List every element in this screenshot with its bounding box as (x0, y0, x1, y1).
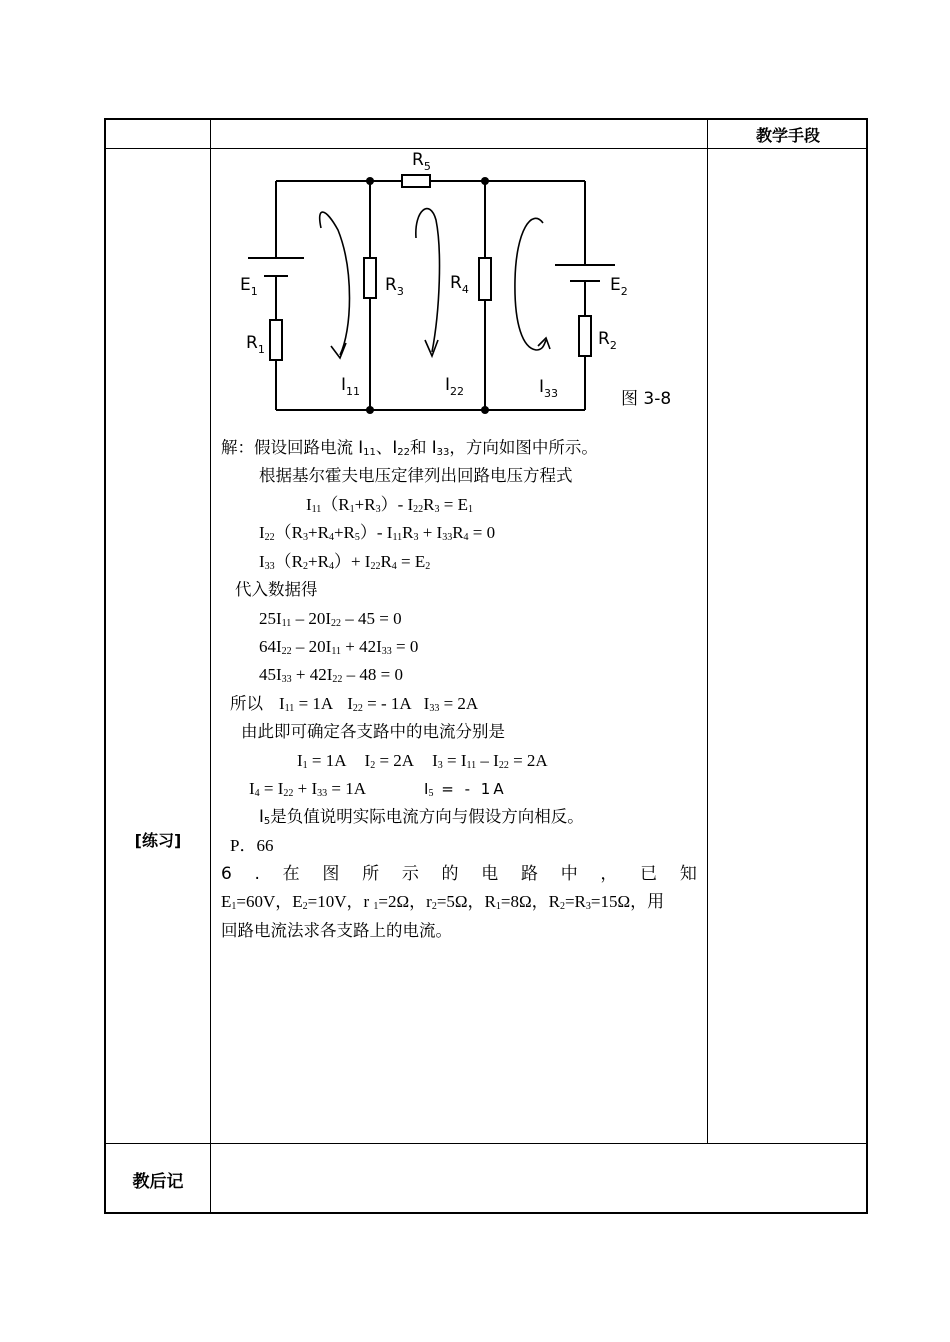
loop-i33-arrow (515, 218, 546, 350)
branch-intro: 由此即可确定各支路中的电流分别是 (241, 722, 505, 741)
exercise-question-end: 回路电流法求各支路上的电流。 (221, 921, 452, 940)
branch-currents-2: $I_4 = I_{22} + I_{33} = 1A$ $I_5$ = - 1A (249, 779, 507, 799)
label-i22: $I_{22}$ (445, 375, 465, 398)
header-teaching-tools: 教学手段 (755, 125, 820, 145)
label-i11: $I_{11}$ (341, 375, 361, 398)
kvl-statement: 根据基尔霍夫电压定律列出回路电压方程式 (259, 466, 573, 485)
branch-currents-1: $I_1 = 1A$ $I_2 = 2A$ $I_3 = I_{11} - I_{22} = 2A$ (297, 751, 548, 771)
substitute-label: 代入数据得 (235, 580, 318, 599)
resistor-r4 (479, 258, 491, 300)
tools-column-divider (707, 118, 708, 1144)
label-r5: $R_5$ (412, 150, 431, 173)
numeric-equation-3: $45I_{33} + 42I_{22} - 48 = 0$ (259, 665, 404, 685)
label-r1: $R_1$ (246, 333, 265, 356)
header-row-divider (104, 148, 868, 149)
figure-caption: 图 3-8 (621, 389, 672, 409)
circuit-diagram (218, 150, 688, 420)
label-e2: $E_2$ (610, 275, 628, 298)
after-class-notes-label: 教后记 (132, 1171, 184, 1192)
label-r3: $R_3$ (385, 275, 404, 298)
equation-3: $I_{33}(R_2+R_4)+ I_{22}R_4 = E_2$ (259, 552, 431, 572)
exercise-page-ref: P．66 (230, 836, 274, 855)
resistor-r1 (270, 320, 282, 360)
resistor-r3 (364, 258, 376, 298)
equation-1: $I_{11}(R_1+R_3)-$ $I_{22}R_3 = E_1$ (306, 495, 473, 515)
label-r4: $R_4$ (450, 273, 469, 296)
label-column-divider (210, 118, 211, 1214)
loop-current-results: 所以 $I_{11} = 1A$ $I_{22}$ = - 1A $I_{33} = 2A$ (230, 694, 479, 714)
label-r2: $R_2$ (598, 329, 617, 352)
negative-current-note: $I_5$是负值说明实际电流方向与假设方向相反。 (259, 807, 584, 827)
after-class-row-divider (104, 1143, 868, 1144)
exercise-given-values: $E_1=60V$，$E_2=10V$，r $_1$=2Ω，$r_2=5\Omega$，$R_1=8\Omega$，$R_2=R_3=15\Omega$，用 (221, 892, 665, 912)
numeric-equation-1: $25I_{11} - 20I_{22} - 45 = 0$ (259, 609, 402, 629)
solution-intro: 解：假设回路电流 $I_{11}$、$I_{22}$和 $I_{33}$，方向如图中所示。 (221, 438, 598, 458)
label-e1: $E_1$ (240, 275, 258, 298)
numeric-equation-2: $64I_{22} - 20I_{11} + 42I_{33} = 0$ (259, 637, 419, 657)
equation-2: $I_{22}(R_3+R_4+R_5)-$ $I_{11}R_3 + I_{33}R_4 = 0$ (259, 523, 496, 543)
practice-label: [练习] (134, 830, 182, 850)
loop-i22-arrow (416, 209, 440, 352)
exercise-question-line: 6 . 在 图 所 示 的 电 路 中 ， 已 知 (221, 864, 697, 884)
label-i33: $I_{33}$ (539, 377, 559, 400)
resistor-r2 (579, 316, 591, 356)
resistor-r5 (402, 175, 430, 187)
loop-i11-arrow (320, 212, 350, 355)
